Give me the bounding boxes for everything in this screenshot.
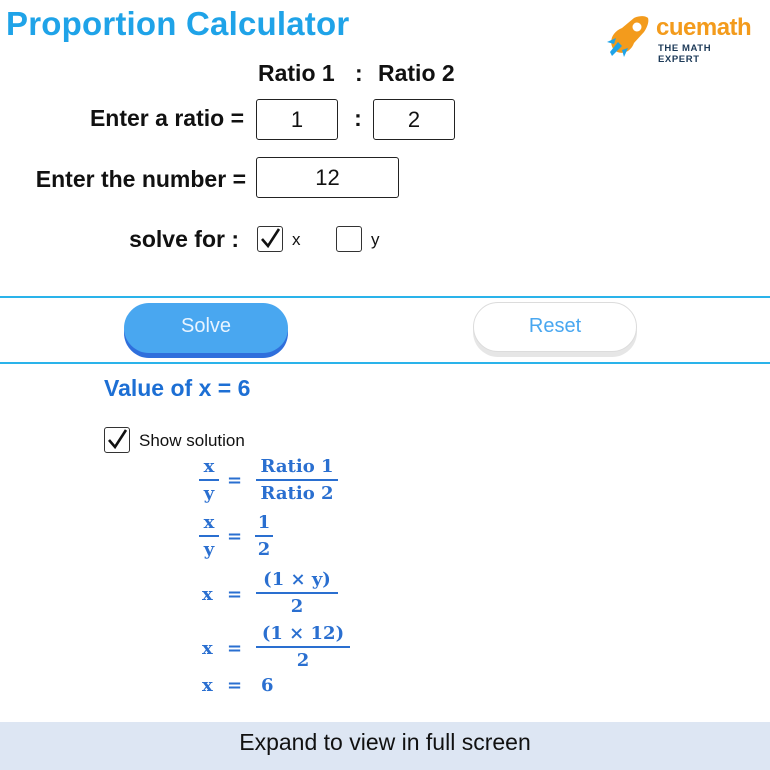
- step-1-lhs-num: x: [203, 456, 215, 477]
- step-2-lhs-fraction: [199, 512, 219, 560]
- step-3-equals: =: [227, 584, 243, 605]
- step-3-rhs-fraction: [256, 569, 338, 617]
- step-5-equals: =: [227, 675, 243, 696]
- fraction-bar: [199, 535, 219, 537]
- step-1-rhs-fraction: [256, 456, 338, 504]
- step-2-lhs-den: y: [203, 538, 215, 560]
- step-1-lhs-fraction: [199, 456, 219, 504]
- result-text: Value of x = 6: [104, 375, 251, 401]
- solve-for-y-label: y: [371, 230, 380, 249]
- fraction-bar: [256, 592, 338, 594]
- step-4-rhs-fraction: [256, 623, 350, 671]
- divider-bottom: [0, 362, 770, 364]
- step-2-rhs-num: 1: [257, 512, 271, 533]
- step-5-lhs: x: [202, 675, 213, 696]
- divider-top: [0, 296, 770, 298]
- step-2-equals: =: [227, 526, 243, 547]
- number-input[interactable]: [256, 157, 399, 198]
- ratio-input-separator: :: [354, 105, 362, 131]
- number-label: Enter the number =: [35, 166, 246, 192]
- solve-for-y-checkbox[interactable]: [336, 226, 362, 252]
- ratio-header-separator: :: [355, 60, 363, 86]
- reset-button[interactable]: Reset: [473, 302, 637, 352]
- show-solution-label: Show solution: [139, 431, 245, 450]
- step-4-rhs-num: (1 × 12): [261, 623, 345, 644]
- fraction-bar: [255, 535, 273, 537]
- brand-name: cuemath: [656, 14, 752, 41]
- step-3-rhs-den: 2: [290, 595, 304, 617]
- checkmark-icon: [258, 227, 282, 251]
- fraction-bar: [256, 646, 350, 648]
- step-4-rhs-den: 2: [296, 649, 310, 671]
- expand-fullscreen-bar[interactable]: Expand to view in full screen: [0, 722, 770, 770]
- step-2-rhs-fraction: [255, 512, 273, 560]
- step-1-lhs-den: y: [203, 482, 215, 504]
- step-2-lhs-num: x: [203, 512, 215, 533]
- solve-for-x-checkbox[interactable]: [257, 226, 283, 252]
- step-3-lhs: x: [202, 584, 213, 605]
- cuemath-logo: [604, 12, 754, 65]
- ratio-1-header: Ratio 1: [258, 60, 335, 86]
- checkmark-icon: [105, 428, 129, 452]
- step-2-rhs-den: 2: [257, 538, 271, 560]
- fraction-bar: [199, 479, 219, 481]
- step-4-equals: =: [227, 638, 243, 659]
- ratio-label: Enter a ratio =: [89, 105, 244, 131]
- step-1-rhs-den: Ratio 2: [260, 482, 334, 504]
- step-1-rhs-num: Ratio 1: [260, 456, 334, 477]
- ratio-1-input[interactable]: [256, 99, 338, 140]
- show-solution-checkbox[interactable]: [104, 427, 130, 453]
- step-1-equals: =: [227, 470, 243, 491]
- solve-button[interactable]: Solve: [124, 303, 288, 353]
- solve-for-label: solve for :: [129, 226, 239, 252]
- rocket-icon: [604, 12, 652, 60]
- solve-for-x-label: x: [292, 230, 301, 249]
- ratio-2-input[interactable]: [373, 99, 455, 140]
- fraction-bar: [256, 479, 338, 481]
- step-4-lhs: x: [202, 638, 213, 659]
- page-title: Proportion Calculator: [6, 5, 350, 42]
- ratio-2-header: Ratio 2: [378, 60, 455, 86]
- step-3-rhs-num: (1 × y): [263, 569, 331, 590]
- brand-tagline: THE MATH EXPERT: [658, 43, 712, 65]
- step-5-rhs: 6: [261, 675, 274, 696]
